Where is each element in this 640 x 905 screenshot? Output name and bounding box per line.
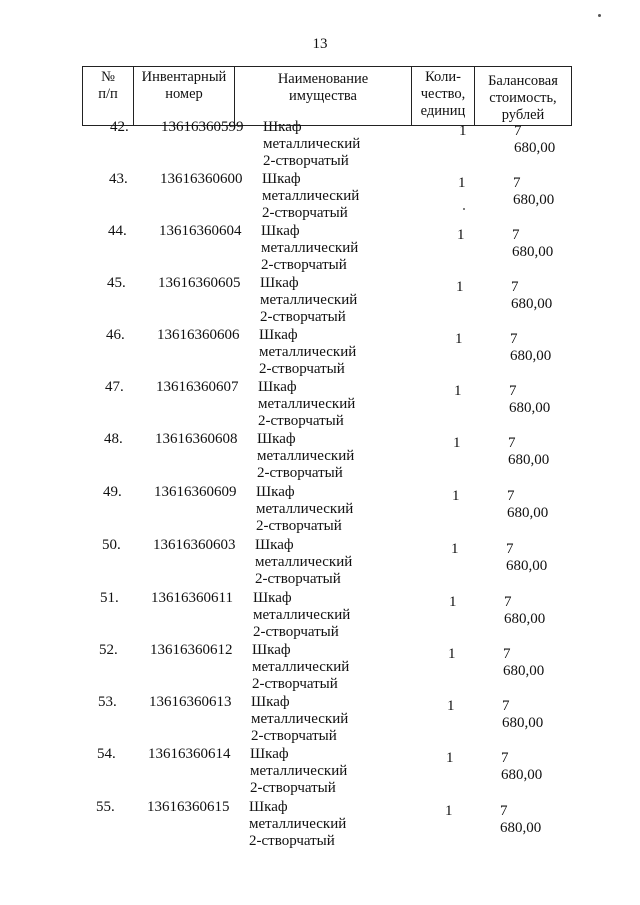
quantity: 1 [454, 383, 462, 399]
header-name: Наименование имущества [234, 66, 412, 126]
item-name [251, 694, 348, 745]
quantity: 1 [453, 435, 461, 451]
item-name [261, 223, 358, 274]
row-number: 47. [105, 379, 124, 395]
inventory-number: 13616360605 [158, 275, 241, 291]
item-name-line: 2-створчатый [252, 676, 338, 692]
item-name-line: 2-створчатый [249, 833, 335, 849]
quantity: 1 [457, 227, 465, 243]
row-number: 46. [106, 327, 125, 343]
quantity: 1 [452, 488, 460, 504]
balance-cost: 7 680,00 [500, 803, 542, 836]
inventory-number: 13616360603 [153, 537, 236, 553]
row-number: 42. [110, 119, 129, 135]
inventory-number: 13616360612 [150, 642, 233, 658]
quantity: 1 [451, 541, 459, 557]
quantity: 1 [448, 646, 456, 662]
item-name-line: Шкаф металлический [256, 484, 354, 517]
item-name-line: 2-створчатый [253, 624, 339, 640]
balance-cost: 7 680,00 [512, 227, 554, 260]
row-number: 54. [97, 746, 116, 762]
balance-cost: 7 680,00 [506, 541, 548, 574]
inventory-number: 13616360608 [155, 431, 238, 447]
item-name-line: 2-створчатый [255, 571, 341, 587]
balance-cost: 7 680,00 [504, 594, 546, 627]
page-number: 13 [312, 36, 328, 52]
balance-cost: 7 680,00 [511, 279, 553, 312]
item-name [257, 431, 354, 482]
item-name-line: Шкаф металлический [255, 537, 353, 570]
quantity: 1 [449, 594, 457, 610]
item-name [256, 484, 353, 535]
balance-cost: 7 680,00 [508, 435, 550, 468]
item-name [263, 119, 360, 170]
balance-cost: 7 680,00 [507, 488, 549, 521]
header-cost: Балансовая стоимость, рублей [474, 66, 572, 126]
item-name-line: Шкаф металлический [263, 119, 361, 152]
quantity: 1 [447, 698, 455, 714]
row-number: 44. [108, 223, 127, 239]
item-name-line: Шкаф металлический [260, 275, 358, 308]
inventory-number: 13616360600 [160, 171, 243, 187]
item-name-line: Шкаф металлический [252, 642, 350, 675]
row-number: 53. [98, 694, 117, 710]
row-number: 45. [107, 275, 126, 291]
quantity: 1 [445, 803, 453, 819]
balance-cost: 7 680,00 [502, 698, 544, 731]
balance-cost: 7 680,00 [503, 646, 545, 679]
item-name-line: 2-створчатый [256, 518, 342, 534]
balance-cost: 7 680,00 [510, 331, 552, 364]
item-name [258, 379, 355, 430]
row-number: 48. [104, 431, 123, 447]
balance-cost: 7 680,00 [514, 123, 556, 156]
row-number: 49. [103, 484, 122, 500]
item-name-line: Шкаф металлический [257, 431, 355, 464]
item-name [255, 537, 352, 588]
quantity: 1 [458, 175, 466, 191]
quantity: 1 [455, 331, 463, 347]
row-number: 51. [100, 590, 119, 606]
quantity: 1 [456, 279, 464, 295]
header-num: № п/п [82, 66, 134, 126]
item-name-line: Шкаф металлический [249, 799, 347, 832]
inventory-number: 13616360599 [161, 119, 244, 135]
item-name-line: 2-створчатый [262, 205, 348, 221]
item-name-line: 2-створчатый [263, 153, 349, 169]
item-name-line: Шкаф металлический [259, 327, 357, 360]
item-name-line: 2-створчатый [257, 465, 343, 481]
balance-cost: 7 680,00 [509, 383, 551, 416]
balance-cost: 7 680,00 [501, 750, 543, 783]
item-name [249, 799, 346, 850]
row-number: 52. [99, 642, 118, 658]
inventory-number: 13616360607 [156, 379, 239, 395]
row-number: 43. [109, 171, 128, 187]
inventory-number: 13616360606 [157, 327, 240, 343]
row-number: 55. [96, 799, 115, 815]
item-name [250, 746, 347, 797]
item-name-line: 2-створчатый [261, 257, 347, 273]
scan-speck [598, 14, 601, 17]
item-name [260, 275, 357, 326]
item-name-line: 2-створчатый [260, 309, 346, 325]
inventory-number: 13616360615 [147, 799, 230, 815]
quantity: 1 [446, 750, 454, 766]
inventory-number: 13616360609 [154, 484, 237, 500]
scan-speck [463, 208, 465, 210]
row-number: 50. [102, 537, 121, 553]
item-name [253, 590, 350, 641]
item-name [259, 327, 356, 378]
item-name [252, 642, 349, 693]
item-name-line: 2-створчатый [258, 413, 344, 429]
item-name-line: Шкаф металлический [261, 223, 359, 256]
quantity: 1 [459, 123, 467, 139]
inventory-number: 13616360611 [151, 590, 233, 606]
item-name-line: Шкаф металлический [250, 746, 348, 779]
item-name-line: 2-створчатый [259, 361, 345, 377]
balance-cost: 7 680,00 [513, 175, 555, 208]
item-name-line: 2-створчатый [251, 728, 337, 744]
inventory-number: 13616360614 [148, 746, 231, 762]
item-name-line: Шкаф металлический [262, 171, 360, 204]
item-name [262, 171, 359, 222]
item-name-line: 2-створчатый [250, 780, 336, 796]
item-name-line: Шкаф металлический [258, 379, 356, 412]
inventory-number: 13616360604 [159, 223, 242, 239]
item-name-line: Шкаф металлический [253, 590, 351, 623]
header-inventory: Инвентарный номер [133, 66, 235, 126]
item-name-line: Шкаф металлический [251, 694, 349, 727]
header-quantity: Коли- чество, единиц [411, 66, 475, 126]
inventory-number: 13616360613 [149, 694, 232, 710]
